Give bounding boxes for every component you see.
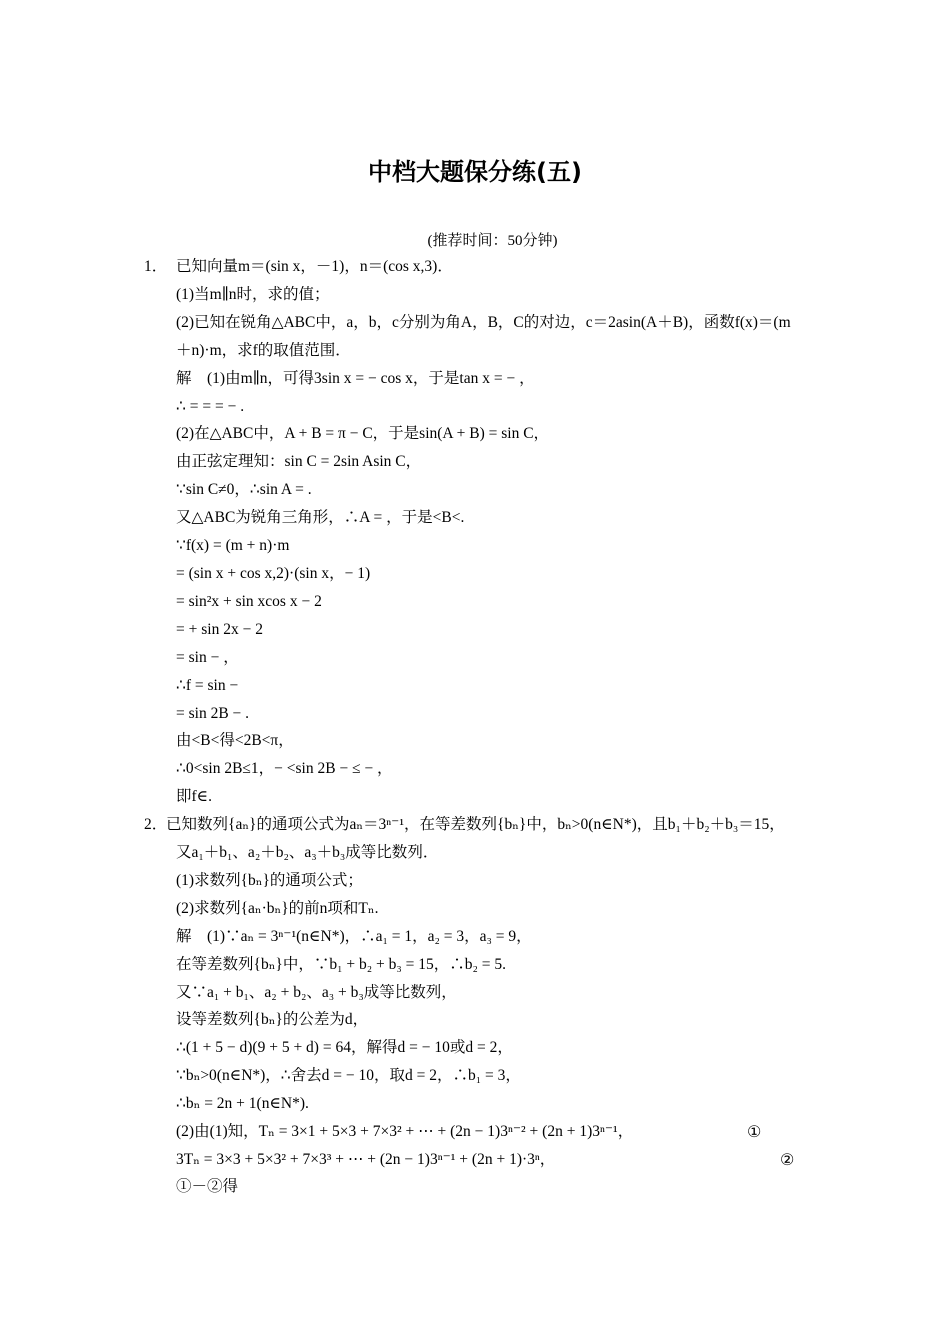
q2-solution-line: 在等差数列{bₙ}中，∵b₁ + b₂ + b₃ = 15，∴b₂ = 5.	[176, 956, 507, 973]
q1-solution-line: ∴f = sin −	[176, 677, 239, 694]
q1-solution-line: 解 (1)由m∥n，可得3sin x = − cos x，于是tan x = − ，	[176, 370, 535, 387]
q2-part1: (1)求数列{bₙ}的通项公式；	[176, 872, 363, 889]
q2-number: 2．	[144, 816, 168, 833]
q1-solution-line: ∴ = = = − .	[176, 398, 245, 415]
q2-solution-line: 3Tₙ = 3×3 + 5×3² + 7×3³ + ⋯ + (2n − 1)3ⁿ⁻¹ + (2n + 1)·3ⁿ，	[176, 1151, 556, 1168]
time-recommendation: (推荐时间：50分钟)	[427, 233, 558, 249]
q1-solution-line: 由正弦定理知：sin C = 2sin Asin C，	[176, 453, 422, 470]
equation-marker-1: ①	[747, 1124, 762, 1141]
q2-stem-line1: 已知数列{aₙ}的通项公式为aₙ＝3ⁿ⁻¹，在等差数列{bₙ}中，bₙ>0(n∈N*)，且b₁＋b₂＋b₃＝15，	[166, 816, 785, 833]
q2-solution-line: (2)由(1)知，Tₙ = 3×1 + 5×3 + 7×3² + ⋯ + (2n − 1)3ⁿ⁻² + (2n + 1)3ⁿ⁻¹，	[176, 1123, 634, 1140]
q2-solution-line: ①－②得	[176, 1178, 239, 1195]
q1-solution-line: = + sin 2x − 2	[176, 621, 263, 638]
q1-number: 1．	[144, 258, 168, 275]
q1-solution-line: 即f∈.	[176, 788, 213, 805]
q1-solution-line: = sin 2B − .	[176, 705, 250, 722]
q1-part2-line1: (2)已知在锐角△ABC中，a，b，c分别为角A，B，C的对边，c＝2asin(A＋B)，函数f(x)＝(m	[176, 314, 791, 331]
q1-stem: 已知向量m＝(sin x，－1)，n＝(cos x,3)．	[176, 258, 453, 275]
q1-solution-line: = sin²x + sin xcos x − 2	[176, 593, 322, 610]
q2-solution-line: 解 (1)∵aₙ = 3ⁿ⁻¹(n∈N*)，∴a₁ = 1，a₂ = 3，a₃ = 9，	[176, 928, 532, 945]
q1-solution-line: (2)在△ABC中，A + B = π − C，于是sin(A + B) = sin C，	[176, 425, 550, 442]
q1-solution-line: = sin − ，	[176, 649, 239, 666]
q2-solution-line: 又∵a₁ + b₁、a₂ + b₂、a₃ + b₃成等比数列，	[176, 984, 457, 1001]
q1-solution-line: ∵sin C≠0，∴sin A = .	[176, 481, 312, 498]
q2-stem-line2: 又a₁＋b₁、a₂＋b₂、a₃＋b₃成等比数列．	[176, 844, 439, 861]
q2-part2: (2)求数列{aₙ·bₙ}的前n项和Tₙ.	[176, 900, 379, 917]
q1-solution-line: ∵f(x) = (m + n)·m	[176, 537, 290, 554]
q1-solution-line: = (sin x + cos x,2)·(sin x，− 1)	[176, 565, 371, 582]
q1-solution-line: 又△ABC为锐角三角形，∴A = ，于是<B<.	[176, 509, 465, 526]
q1-part2-line2: ＋n)·m，求f的取值范围．	[176, 342, 351, 359]
q2-solution-line: ∴bₙ = 2n + 1(n∈N*).	[176, 1095, 309, 1112]
q1-solution-line: 由<B<得<2B<π，	[176, 732, 294, 749]
q2-solution-line: ∵bₙ>0(n∈N*)，∴舍去d = − 10，取d = 2，∴b₁ = 3，	[176, 1067, 521, 1084]
q2-solution-line: ∴(1 + 5 − d)(9 + 5 + d) = 64，解得d = − 10或d = 2，	[176, 1039, 513, 1056]
q1-solution-line: ∴0<sin 2B≤1，− <sin 2B − ≤ − ，	[176, 760, 393, 777]
q2-solution-line: 设等差数列{bₙ}的公差为d，	[176, 1011, 369, 1028]
page-title: 中档大题保分练(五)	[368, 158, 582, 186]
q1-part1: (1)当m∥n时，求的值；	[176, 286, 330, 303]
equation-marker-2: ②	[780, 1152, 795, 1169]
